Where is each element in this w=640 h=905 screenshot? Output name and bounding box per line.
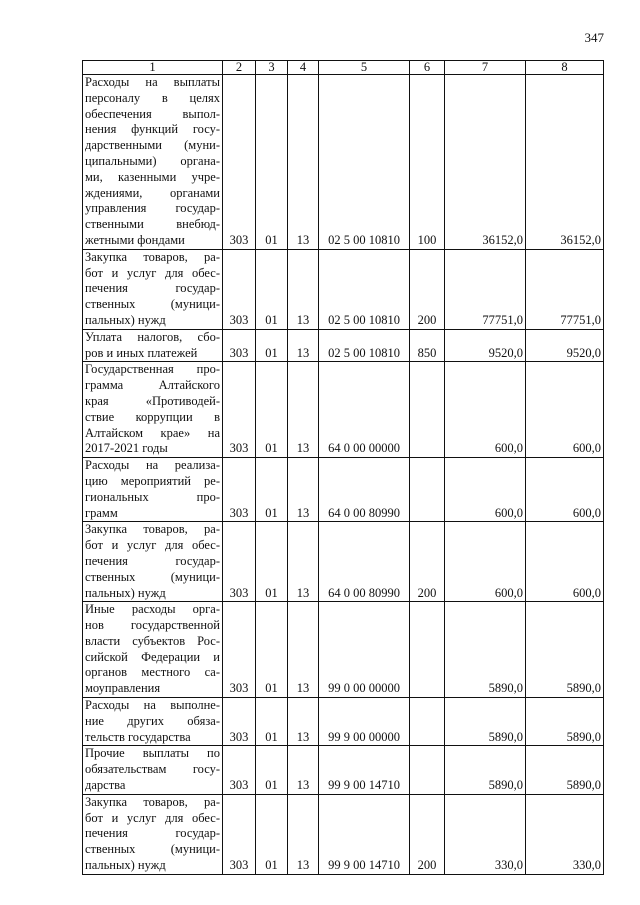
cell-amount-col7: 5890,0	[445, 698, 526, 746]
cell-amount-col8: 600,0	[526, 362, 604, 458]
description-line: нов государственной	[85, 618, 220, 633]
row-description	[83, 602, 223, 698]
description-line: пальных) нужд	[85, 585, 166, 600]
header-cell-7: 7	[445, 61, 526, 75]
cell-expense-type	[410, 458, 445, 522]
description-line: обязательствам госу-	[85, 762, 220, 777]
cell-subsection: 13	[288, 458, 319, 522]
cell-amount-col8: 77751,0	[526, 249, 604, 329]
cell-target-article: 99 0 00 00000	[319, 602, 410, 698]
cell-admin-code: 303	[223, 602, 256, 698]
description-line: края «Противодей-	[85, 393, 220, 408]
description-line: дарственными (муни-	[85, 138, 220, 153]
description-line: Прочие выплаты по	[85, 746, 220, 761]
cell-section: 01	[256, 698, 288, 746]
description-line: Расходы на реализа-	[85, 458, 220, 473]
cell-amount-col7: 36152,0	[445, 75, 526, 250]
cell-section: 01	[256, 362, 288, 458]
description-line: ми, казенными учре-	[85, 169, 220, 184]
cell-section: 01	[256, 602, 288, 698]
description-line: пальных) нужд	[85, 858, 166, 873]
cell-expense-type: 850	[410, 329, 445, 362]
cell-expense-type	[410, 698, 445, 746]
cell-amount-col7: 9520,0	[445, 329, 526, 362]
description-line: бот и услуг для обес-	[85, 810, 220, 825]
cell-amount-col7: 5890,0	[445, 746, 526, 794]
description-line: управления государ-	[85, 201, 220, 216]
cell-expense-type: 200	[410, 794, 445, 874]
cell-section: 01	[256, 75, 288, 250]
cell-expense-type	[410, 746, 445, 794]
cell-amount-col8: 330,0	[526, 794, 604, 874]
description-line: жетными фондами	[85, 232, 185, 247]
cell-admin-code: 303	[223, 698, 256, 746]
description-line: обеспечения выпол-	[85, 106, 220, 121]
description-line: печения государ-	[85, 281, 220, 296]
description-line: Государственная про-	[85, 362, 220, 377]
row-description	[83, 329, 223, 362]
row-description	[83, 522, 223, 602]
cell-amount-col7: 600,0	[445, 362, 526, 458]
cell-admin-code: 303	[223, 458, 256, 522]
cell-admin-code: 303	[223, 746, 256, 794]
table-row	[83, 362, 604, 458]
cell-target-article: 02 5 00 10810	[319, 75, 410, 250]
description-line: тельств государства	[85, 729, 191, 744]
row-description	[83, 698, 223, 746]
row-description	[83, 362, 223, 458]
table-row	[83, 458, 604, 522]
cell-amount-col7: 77751,0	[445, 249, 526, 329]
description-line: Закупка товаров, ра-	[85, 249, 220, 264]
table-row	[83, 249, 604, 329]
description-line: нения функций госу-	[85, 122, 220, 137]
description-line: ственных (муници-	[85, 297, 220, 312]
cell-target-article: 64 0 00 80990	[319, 522, 410, 602]
cell-admin-code: 303	[223, 249, 256, 329]
table-body	[83, 75, 604, 875]
header-cell-2: 2	[223, 61, 256, 75]
cell-admin-code: 303	[223, 794, 256, 874]
description-line: Уплата налогов, сбо-	[85, 329, 220, 344]
cell-subsection: 13	[288, 249, 319, 329]
cell-amount-col7: 5890,0	[445, 602, 526, 698]
description-line: ров и иных платежей	[85, 345, 198, 360]
cell-subsection: 13	[288, 329, 319, 362]
cell-target-article: 99 9 00 00000	[319, 698, 410, 746]
header-cell-8: 8	[526, 61, 604, 75]
cell-amount-col7: 330,0	[445, 794, 526, 874]
row-description	[83, 458, 223, 522]
table-row	[83, 746, 604, 794]
table-row	[83, 75, 604, 250]
cell-admin-code: 303	[223, 75, 256, 250]
description-line: Иные расходы орга-	[85, 602, 220, 617]
description-line: ждениями, органами	[85, 185, 220, 200]
row-description	[83, 75, 223, 250]
cell-amount-col8: 36152,0	[526, 75, 604, 250]
cell-subsection: 13	[288, 794, 319, 874]
description-line: ственных (муници-	[85, 842, 220, 857]
description-line: ственных (муници-	[85, 569, 220, 584]
cell-admin-code: 303	[223, 329, 256, 362]
cell-amount-col8: 600,0	[526, 522, 604, 602]
description-line: сийской Федерации и	[85, 649, 220, 664]
table-row	[83, 794, 604, 874]
cell-subsection: 13	[288, 698, 319, 746]
cell-section: 01	[256, 249, 288, 329]
description-line: Алтайском крае» на	[85, 425, 220, 440]
cell-section: 01	[256, 458, 288, 522]
header-cell-4: 4	[288, 61, 319, 75]
row-description	[83, 794, 223, 874]
header-cell-5: 5	[319, 61, 410, 75]
cell-target-article: 99 9 00 14710	[319, 794, 410, 874]
description-line: бот и услуг для обес-	[85, 265, 220, 280]
row-description	[83, 746, 223, 794]
description-line: грамм	[85, 505, 118, 520]
cell-expense-type: 100	[410, 75, 445, 250]
header-row	[83, 61, 604, 75]
header-cell-6: 6	[410, 61, 445, 75]
cell-admin-code: 303	[223, 362, 256, 458]
cell-amount-col7: 600,0	[445, 522, 526, 602]
cell-target-article: 02 5 00 10810	[319, 329, 410, 362]
description-line: Расходы на выплаты	[85, 75, 220, 89]
budget-table	[82, 60, 604, 875]
cell-amount-col8: 5890,0	[526, 746, 604, 794]
cell-admin-code: 303	[223, 522, 256, 602]
cell-subsection: 13	[288, 522, 319, 602]
page-number: 347	[584, 30, 604, 45]
cell-expense-type: 200	[410, 522, 445, 602]
description-line: Расходы на выполне-	[85, 698, 220, 713]
cell-amount-col7: 600,0	[445, 458, 526, 522]
cell-target-article: 99 9 00 14710	[319, 746, 410, 794]
cell-section: 01	[256, 329, 288, 362]
description-line: Закупка товаров, ра-	[85, 522, 220, 537]
description-line: цию мероприятий ре-	[85, 473, 220, 488]
cell-expense-type	[410, 602, 445, 698]
description-line: грамма Алтайского	[85, 378, 220, 393]
table-row	[83, 522, 604, 602]
table-row	[83, 602, 604, 698]
header-cell-1: 1	[83, 61, 223, 75]
cell-section: 01	[256, 794, 288, 874]
cell-target-article: 64 0 00 80990	[319, 458, 410, 522]
cell-expense-type: 200	[410, 249, 445, 329]
description-line: бот и услуг для обес-	[85, 538, 220, 553]
cell-target-article: 64 0 00 00000	[319, 362, 410, 458]
description-line: 2017-2021 годы	[85, 441, 168, 456]
description-line: пальных) нужд	[85, 312, 166, 327]
cell-amount-col8: 600,0	[526, 458, 604, 522]
cell-section: 01	[256, 746, 288, 794]
description-line: печения государ-	[85, 826, 220, 841]
cell-subsection: 13	[288, 362, 319, 458]
table-row	[83, 698, 604, 746]
description-line: дарства	[85, 778, 126, 793]
description-line: персоналу в целях	[85, 90, 220, 105]
table-row	[83, 329, 604, 362]
description-line: печения государ-	[85, 553, 220, 568]
cell-expense-type	[410, 362, 445, 458]
description-line: ствие коррупции в	[85, 409, 220, 424]
description-line: власти субъектов Рос-	[85, 633, 220, 648]
cell-subsection: 13	[288, 602, 319, 698]
cell-amount-col8: 5890,0	[526, 602, 604, 698]
cell-subsection: 13	[288, 75, 319, 250]
cell-target-article: 02 5 00 10810	[319, 249, 410, 329]
description-line: ципальными) органа-	[85, 153, 220, 168]
description-line: ние других обяза-	[85, 713, 220, 728]
description-line: Закупка товаров, ра-	[85, 794, 220, 809]
description-line: органов местного са-	[85, 665, 220, 680]
description-line: моуправления	[85, 681, 161, 696]
cell-amount-col8: 5890,0	[526, 698, 604, 746]
cell-amount-col8: 9520,0	[526, 329, 604, 362]
description-line: гиональных про-	[85, 489, 220, 504]
description-line: ственными внебюд-	[85, 217, 220, 232]
cell-section: 01	[256, 522, 288, 602]
header-cell-3: 3	[256, 61, 288, 75]
row-description	[83, 249, 223, 329]
cell-subsection: 13	[288, 746, 319, 794]
